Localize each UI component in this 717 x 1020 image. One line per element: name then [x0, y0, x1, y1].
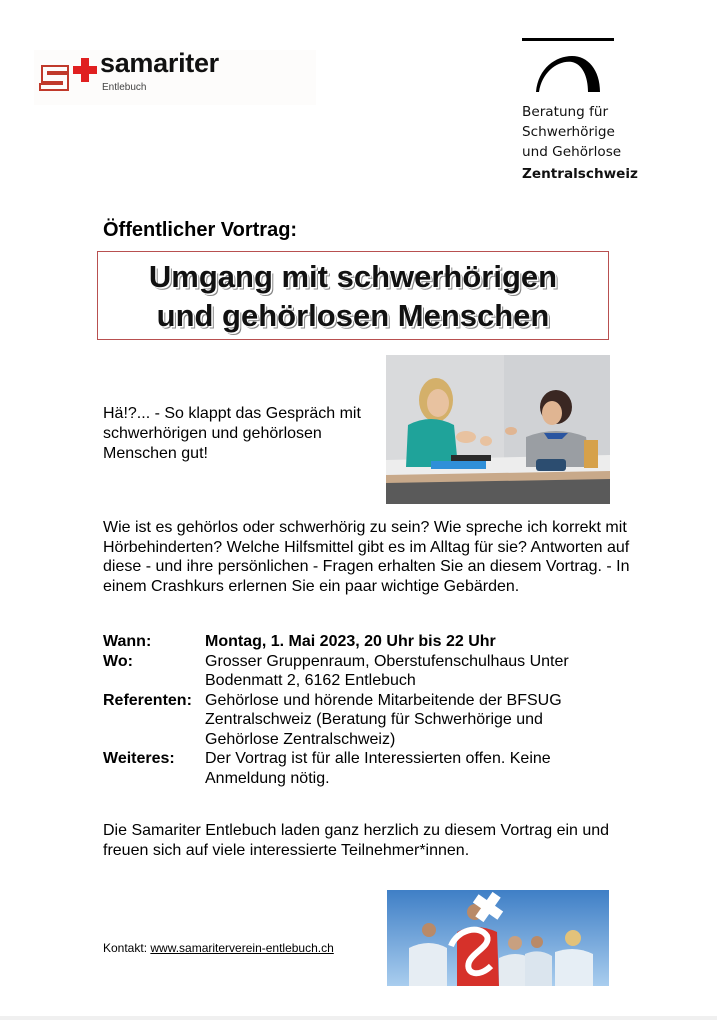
detail-key: Wo: [103, 652, 133, 670]
event-details [103, 632, 605, 788]
bfsug-line-3: und Gehörlose [522, 144, 622, 160]
event-type-label: Öffentlicher Vortrag: [103, 219, 298, 241]
bfsug-line-2: Schwerhörige [522, 124, 615, 140]
page-bottom-edge [0, 1016, 717, 1020]
website-link[interactable]: www.samariterverein-entlebuch.ch [150, 941, 334, 955]
detail-value: Grosser Gruppenraum, Oberstufenschulhaus Unter Bodenmatt 2, 6162 Entlebuch [205, 652, 569, 689]
detail-row-where [103, 652, 605, 691]
detail-value: Der Vortrag ist für alle Interessierten offen. Keine Anmeldung nötig. [205, 750, 551, 787]
photo-samariter-team [387, 890, 609, 986]
bfsug-logo-line [522, 38, 614, 41]
closing-paragraph: Die Samariter Entlebuch laden ganz herzlich zu diesem Vortrag ein und freuen sich auf viele interessierte Teilnehmer*innen. [103, 822, 610, 859]
detail-key: Wann: [103, 633, 152, 650]
bfsug-logo-text [522, 102, 638, 184]
bfsug-line-bold: Zentralschweiz [522, 166, 638, 182]
detail-value: Gehörlose und hörende Mitarbeitende der BFSUG Zentralschweiz (Beratung für Schwerhörige und Gehörlose Zentralschweiz) [205, 691, 562, 748]
detail-row-when [103, 632, 605, 652]
bfsug-line-1: Beratung für [522, 104, 609, 120]
samariter-wordmark: samariter [100, 48, 219, 78]
teaser-text: Hä!?... - So klappt das Gespräch mit schwerhörigen und gehörlosen Menschen gut! [103, 405, 361, 462]
detail-key: Referenten: [103, 691, 192, 709]
title-box [97, 251, 609, 340]
detail-row-further [103, 749, 605, 788]
contact-label: Kontakt: [103, 941, 151, 955]
contact-line [103, 941, 334, 955]
detail-value: Montag, 1. Mai 2023, 20 Uhr bis 22 Uhr [205, 633, 496, 650]
samariter-s-plus-icon [38, 56, 100, 92]
photo-women-signing [386, 355, 610, 504]
title-line-2: und gehörlosen Menschen [156, 297, 550, 333]
detail-key: Weiteres: [103, 750, 175, 767]
samariter-subtitle: Entlebuch [102, 82, 147, 93]
detail-row-speakers [103, 691, 605, 750]
description-paragraph: Wie ist es gehörlos oder schwerhörig zu sein? Wie spreche ich korrekt mit Hörbehinderten? Welche Hilfsmittel gibt es im Alltag für sie? Antworten auf diese - und ihre persönlichen - Fragen erhalten Sie an diesem Vortrag. - In einem Crashkurs erlernen Sie ein paar wichtige Gebärden. [103, 519, 630, 595]
title-line-1: Umgang mit schwerhörigen [148, 258, 558, 294]
bfsug-arc-icon [534, 54, 604, 94]
